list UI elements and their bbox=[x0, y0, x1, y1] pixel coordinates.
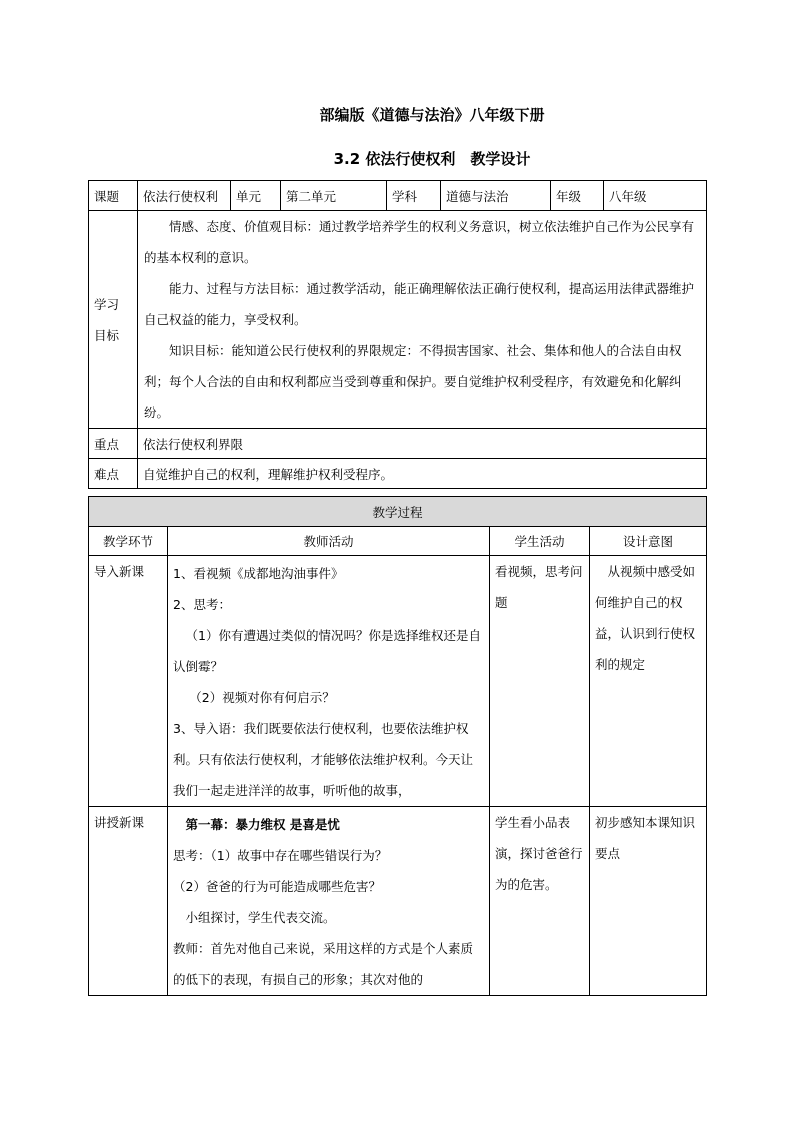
document-title: 部编版《道德与法治》八年级下册 bbox=[319, 106, 545, 124]
objectives-label bbox=[89, 211, 138, 429]
column-student: 学生活动 bbox=[490, 527, 590, 556]
process-header-row bbox=[89, 497, 707, 527]
teacher-new-line-2: 思考：（1）故事中存在哪些错误行为？ bbox=[173, 848, 388, 863]
subject-label: 学科 bbox=[387, 181, 441, 211]
unit-label: 单元 bbox=[231, 181, 281, 211]
info-row bbox=[89, 181, 707, 211]
teacher-intro-line-2: 2、思考： bbox=[173, 597, 231, 612]
key-point-row bbox=[89, 429, 707, 459]
intent-intro bbox=[590, 556, 707, 807]
column-teacher: 教师活动 bbox=[168, 527, 490, 556]
objective-ability: 能力、过程与方法目标：通过教学活动，能正确理解依法正确行使权利，提高运用法律武器维护自己权益的能力，享受权利。 bbox=[144, 281, 695, 327]
teacher-new-line-4: 小组探讨，学生代表交流。 bbox=[185, 910, 336, 925]
teaching-process-table bbox=[88, 496, 707, 996]
teacher-intro bbox=[168, 556, 490, 807]
subject-value: 道德与法治 bbox=[441, 181, 551, 211]
grade-label: 年级 bbox=[551, 181, 604, 211]
student-new bbox=[490, 807, 590, 996]
objectives-row bbox=[89, 211, 707, 429]
student-intro-text: 看视频，思考问题 bbox=[495, 564, 583, 610]
unit-value: 第二单元 bbox=[281, 181, 387, 211]
objective-emotion: 情感、态度、价值观目标：通过教学培养学生的权利义务意识，树立依法维护自己作为公民享有的基本权利的意识。 bbox=[144, 219, 695, 265]
teacher-new-line-3: （2）爸爸的行为可能造成哪些危害？ bbox=[173, 879, 381, 894]
teacher-new bbox=[168, 807, 490, 996]
objectives-content bbox=[138, 211, 707, 429]
difficulty-label: 难点 bbox=[89, 459, 138, 489]
grade-value: 八年级 bbox=[604, 181, 707, 211]
column-stage: 教学环节 bbox=[89, 527, 168, 556]
stage-new-label: 讲授新课 bbox=[94, 815, 145, 830]
process-header: 教学过程 bbox=[89, 497, 707, 527]
objective-knowledge: 知识目标：能知道公民行使权利的界限规定：不得损害国家、社会、集体和他人的合法自由权利；每个人合法的自由和权利都应当受到尊重和保护。要自觉维护权利受程序，有效避免和化解纠纷。 bbox=[144, 343, 682, 420]
student-intro bbox=[490, 556, 590, 807]
teacher-new-line-1: 第一幕：暴力维权 是喜是忧 bbox=[185, 817, 340, 832]
intent-intro-text: 从视频中感受如何维护自己的权益，认识到行使权利的规定 bbox=[595, 564, 696, 672]
stage-intro-label: 导入新课 bbox=[94, 564, 145, 579]
teacher-intro-line-4: （2）视频对你有何启示？ bbox=[189, 690, 335, 705]
stage-new bbox=[89, 807, 168, 996]
intent-new-text: 初步感知本课知识要点 bbox=[595, 815, 696, 861]
student-new-text: 学生看小品表演，探讨爸爸行为的危害。 bbox=[495, 815, 583, 892]
teacher-intro-line-5: 3、导入语：我们既要依法行使权利，也要依法维护权利。只有依法行使权利，才能够依法维护权利。今天让我们一起走进洋洋的故事，听听他的故事， bbox=[173, 721, 474, 798]
process-columns-row bbox=[89, 527, 707, 556]
key-point-label: 重点 bbox=[89, 429, 138, 459]
difficulty-row bbox=[89, 459, 707, 489]
teacher-intro-line-3: （1）你有遭遇过类似的情况吗？你是选择维权还是自认倒霉？ bbox=[173, 628, 481, 674]
process-row-new bbox=[89, 807, 707, 996]
teacher-new-line-5: 教师：首先对他自己来说，采用这样的方式是个人素质的低下的表现，有损自己的形象；其次对他的 bbox=[173, 941, 474, 987]
process-row-intro bbox=[89, 556, 707, 807]
objectives-label-line1: 学习 bbox=[94, 296, 120, 312]
course-value: 依法行使权利 bbox=[138, 181, 231, 211]
intent-new bbox=[590, 807, 707, 996]
objectives-label-line2: 目标 bbox=[94, 327, 120, 343]
column-intent: 设计意图 bbox=[590, 527, 707, 556]
key-point-value: 依法行使权利界限 bbox=[138, 429, 707, 459]
course-label: 课题 bbox=[89, 181, 138, 211]
difficulty-value: 自觉维护自己的权利，理解维护权利受程序。 bbox=[138, 459, 707, 489]
teacher-intro-line-1: 1、看视频《成都地沟油事件》 bbox=[173, 566, 344, 581]
lesson-info-table bbox=[88, 180, 707, 489]
document-subtitle: 3.2 依法行使权利 教学设计 bbox=[333, 150, 531, 168]
stage-intro bbox=[89, 556, 168, 807]
